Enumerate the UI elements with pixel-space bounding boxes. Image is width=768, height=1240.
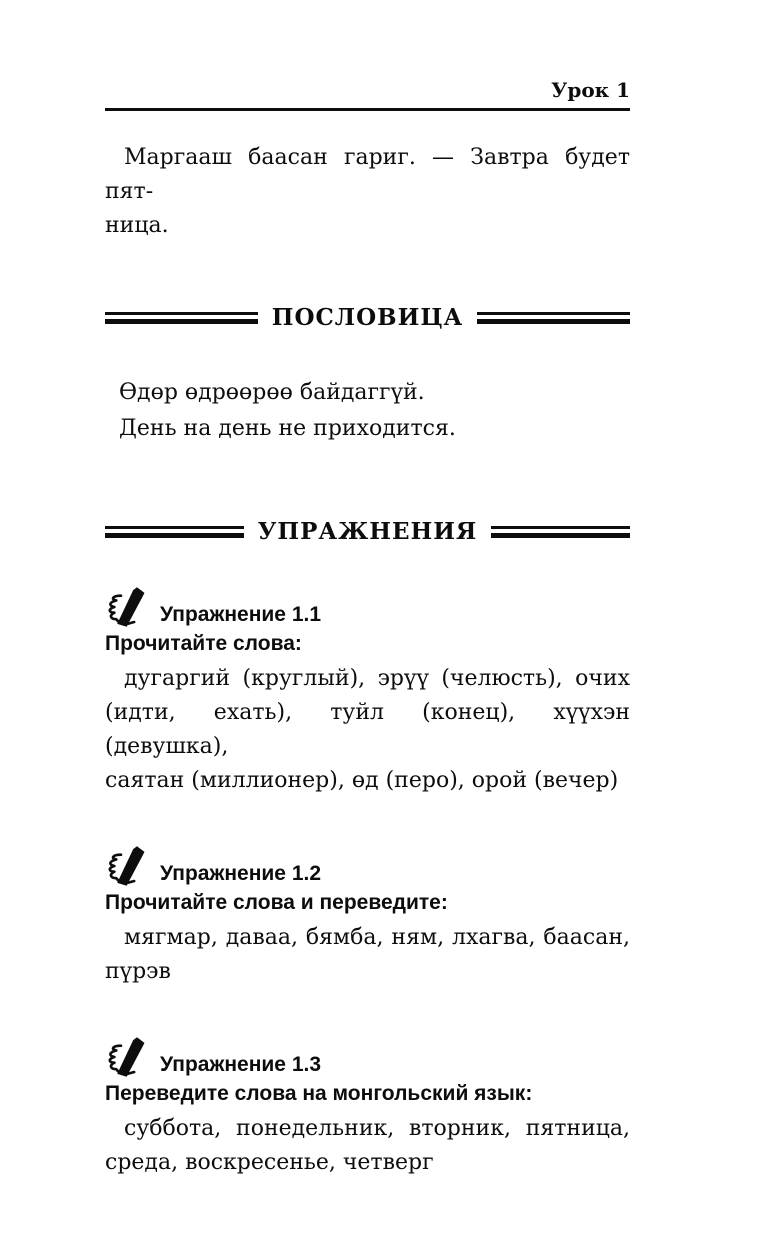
section-heading-text: УПРАЖНЕНИЯ [257, 518, 478, 545]
section-heading-text: ПОСЛОВИЦА [271, 304, 464, 331]
intro-line: Маргааш баасан гариг. — Завтра будет пят- [105, 145, 630, 204]
intro-line: ница. [105, 213, 169, 238]
exercise-block-1-3 [105, 1035, 630, 1180]
exercise-text-line: саятан (миллионер), өд (перо), орой (вечер) [105, 768, 619, 793]
exercise-instruction: Прочитайте слова: [105, 632, 302, 655]
exercise-header [105, 1035, 630, 1079]
exercise-header [105, 585, 630, 629]
exercise-text-line: пүрэв [105, 959, 171, 984]
intro-paragraph [105, 141, 630, 243]
section-heading-exercises [105, 519, 630, 545]
exercise-body [105, 1112, 630, 1180]
exercise-text-line: дугаргий (круглый), эрүү (челюсть), очих [124, 666, 630, 691]
proverb-line-russian: День на день не приходится. [119, 416, 456, 441]
pen-writing-icon [105, 844, 152, 888]
double-rule-left [105, 526, 244, 538]
lesson-label: Урок 1 [551, 78, 630, 102]
proverb-line-mongolian: Өдөр өдрөөрөө байдаггүй. [119, 380, 425, 405]
pen-writing-icon [105, 1035, 152, 1079]
exercise-body [105, 662, 630, 798]
double-rule-right [477, 312, 630, 324]
page-header [105, 78, 630, 111]
double-rule-left [105, 312, 258, 324]
exercise-instruction: Прочитайте слова и переведите: [105, 891, 448, 914]
section-heading-proverb [105, 305, 630, 331]
exercise-header [105, 844, 630, 888]
exercise-text-line: мягмар, даваа, бямба, ням, лхагва, баасан, [124, 925, 630, 950]
header-rule [105, 108, 630, 111]
exercise-text-line: (идти, ехать), туйл (конец), хүүхэн (девушка), [105, 700, 630, 759]
exercise-text-line: суббота, понедельник, вторник, пятница, [124, 1116, 630, 1141]
proverb-block [105, 375, 630, 447]
exercise-block-1-2 [105, 844, 630, 989]
exercise-instruction: Переведите слова на монгольский язык: [105, 1082, 533, 1105]
pen-writing-icon [105, 585, 152, 629]
double-rule-right [491, 526, 630, 538]
exercise-title: Упражнение 1.3 [160, 1053, 322, 1076]
exercise-block-1-1 [105, 585, 630, 798]
exercise-text-line: среда, воскресенье, четверг [105, 1150, 434, 1175]
exercise-title: Упражнение 1.2 [160, 862, 322, 885]
exercise-title: Упражнение 1.1 [160, 603, 322, 626]
exercise-body [105, 921, 630, 989]
